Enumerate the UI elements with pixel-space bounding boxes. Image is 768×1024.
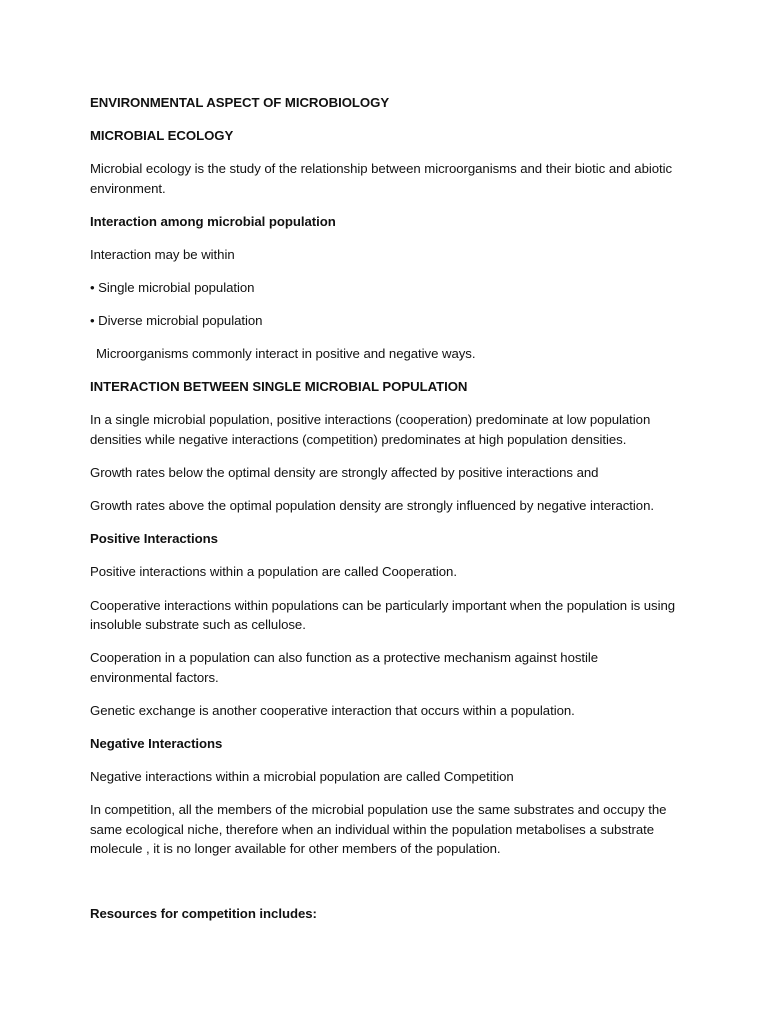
- positive-paragraph-1: Positive interactions within a population are called Cooperation.: [90, 564, 457, 580]
- bullet-diverse-population: • Diverse microbial population: [90, 313, 263, 329]
- heading-interaction-among: Interaction among microbial population: [90, 213, 336, 229]
- heading-single-population: INTERACTION BETWEEN SINGLE MICROBIAL POPULATION: [90, 379, 468, 395]
- positive-paragraph-3: Cooperation in a population can also function as a protective mechanism against hostile environmental factors.: [90, 650, 599, 685]
- definition-paragraph: Microbial ecology is the study of the relationship between microorganisms and their biotic and abiotic environment.: [90, 161, 673, 196]
- document-body: [90, 93, 680, 937]
- section-heading-microbial-ecology: MICROBIAL ECOLOGY: [90, 128, 234, 144]
- interact-ways-text: Microorganisms commonly interact in positive and negative ways.: [96, 346, 476, 362]
- bullet-single-population: • Single microbial population: [90, 280, 255, 296]
- positive-paragraph-4: Genetic exchange is another cooperative interaction that occurs within a population.: [90, 702, 575, 718]
- interaction-within-text: Interaction may be within: [90, 246, 235, 262]
- negative-paragraph-1: Negative interactions within a microbial population are called Competition: [90, 769, 514, 785]
- single-population-paragraph: In a single microbial population, positive interactions (cooperation) predominate at low population densities while negative interactions (competition) predominates at high population densities.: [90, 412, 651, 448]
- heading-negative-interactions: Negative Interactions: [90, 735, 223, 751]
- growth-below-text: Growth rates below the optimal density are strongly affected by positive interactions and: [90, 465, 599, 481]
- negative-paragraph-2: In competition, all the members of the microbial population use the same substrates and occupy the same ecological niche, therefore when an individual within the population metabolises a substrate molecule , it is no longer available for other members of the population.: [90, 802, 667, 857]
- heading-resources-for-competition: Resources for competition includes:: [90, 905, 317, 921]
- heading-positive-interactions: Positive Interactions: [90, 531, 218, 547]
- growth-above-text: Growth rates above the optimal population density are strongly influenced by negative interaction.: [90, 498, 654, 514]
- positive-paragraph-2: Cooperative interactions within populations can be particularly important when the population is using insoluble substrate such as cellulose.: [90, 597, 676, 633]
- document-title: ENVIRONMENTAL ASPECT OF MICROBIOLOGY: [90, 95, 390, 110]
